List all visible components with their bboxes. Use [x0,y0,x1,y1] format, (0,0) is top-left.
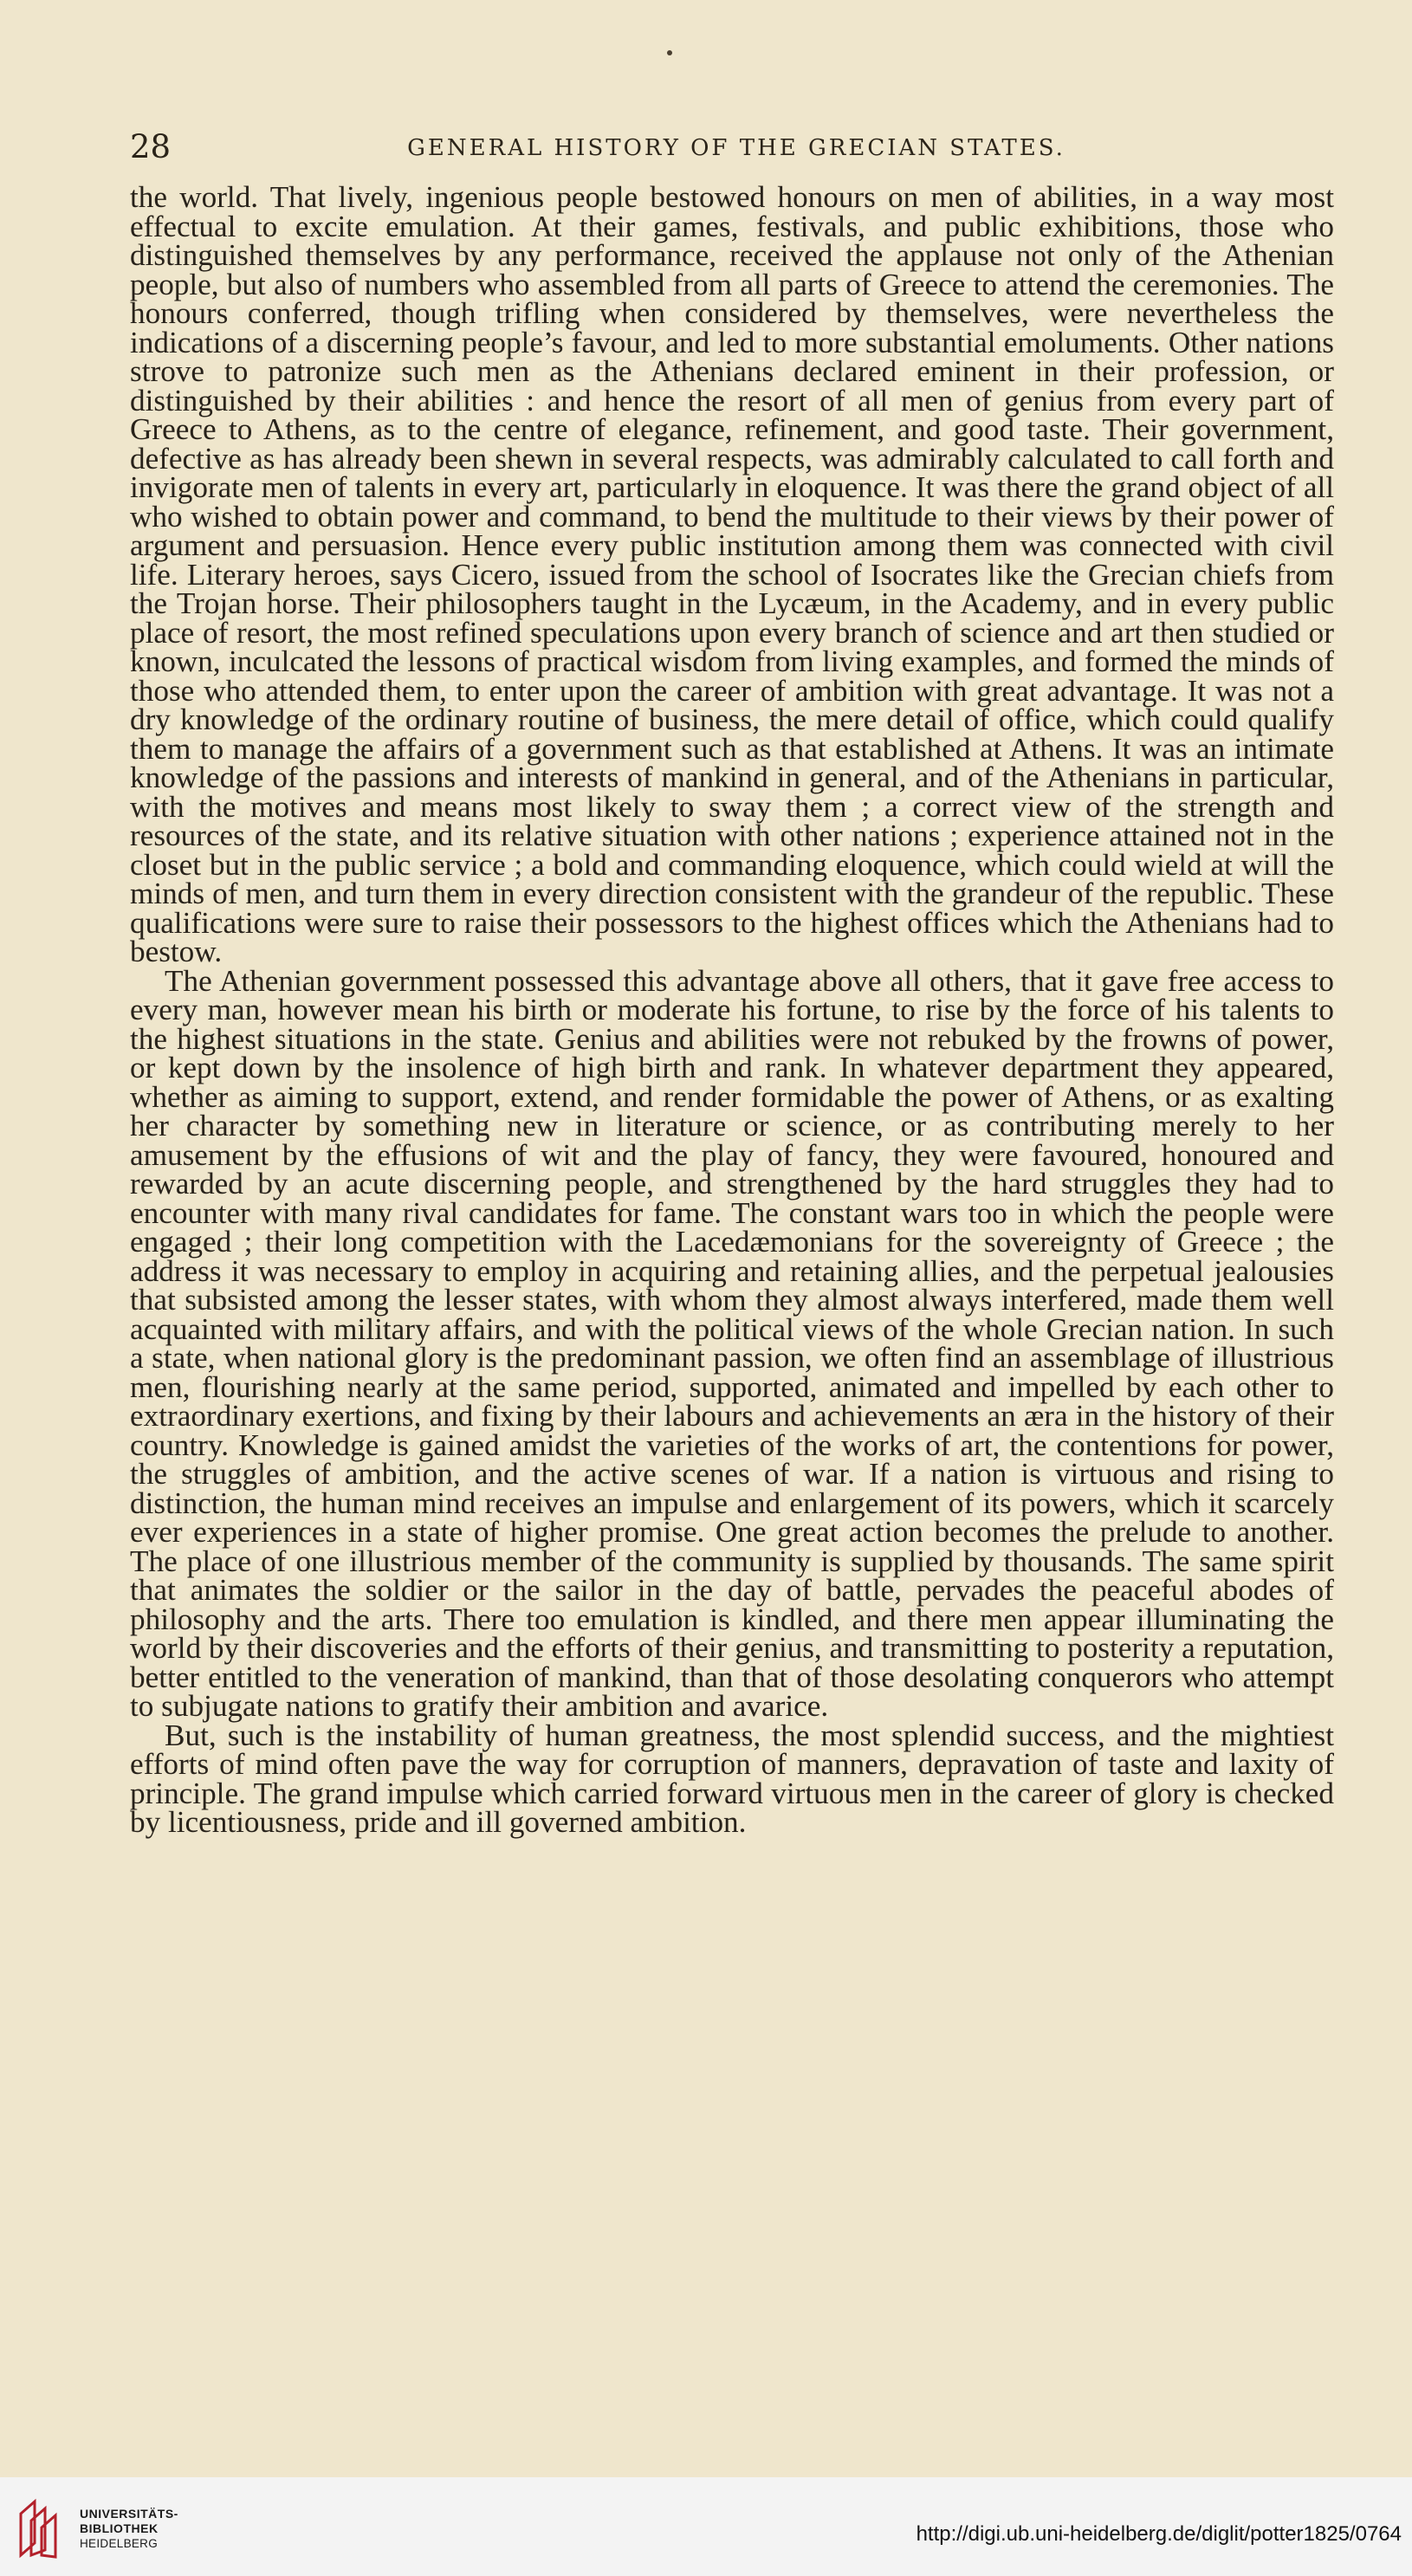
page-header [130,128,1343,166]
paragraph-3: But, such is the instability of human greatness, the most splendid success, and the mightiest efforts of mind often pave the way for corruption of manners, depravation of taste and laxity of principle. The grand impulse which carried forward virtuous men in the career of glory is checked by licentiousness, pride and ill governed ambition. [130,1718,1334,1839]
library-name-line-1: UNIVERSITÄTS- [80,2507,178,2521]
paragraph-1: the world. That lively, ingenious people bestowed honours on men of abilities, in a way most effectual to excite emulation. At their games, festivals, and public exhibitions, those who distinguished themselves by any performance, received the applause not only of the Athenian people, but also of numbers who assembled from all parts of Greece to attend the ceremonies. The honours conferred, though trifling when considered by themselves, were nevertheless the indications of a discerning people’s favour, and led to more substantial emoluments. Other nations strove to patronize such men as the Athenians declared eminent in their profession, or distinguished by their abilities : and hence the resort of all men of genius from every part of Greece to Athens, as to the centre of elegance, refinement, and good taste. Their government, defective as has already been shewn in several respects, was admirably calculated to call forth and invigorate men of talents in every art, particularly in eloquence. It was there the grand object of all who wished to obtain power and command, to bend the multitude to their views by their power of argument and persuasion. Hence every public institution among them was connected with civil life. Literary heroes, says Cicero, issued from the school of Isocrates like the Grecian chiefs from the Trojan horse. Their philosophers taught in the Lycæum, in the Academy, and in every public place of resort, the most refined speculations upon every branch of science and art then studied or known, inculcated the lessons of practical wisdom from living examples, and formed the minds of those who attended them, to enter upon the career of ambition with great advantage. It was not a dry knowledge of the ordinary routine of business, the mere detail of office, which could qualify them to manage the affairs of a government such as that established at Athens. It was an intimate knowledge of the passions and interests of mankind in general, and of the Athenians in particular, with the motives and means most likely to sway them ; a correct view of the strength and resources of the state, and its relative situation with other nations ; experience attained not in the closet but in the public service ; a bold and commanding eloquence, which could wield at will the minds of men, and turn them in every direction consistent with the grandeur of the republic. These qualifications were sure to raise their possessors to the highest offices which the Athenians had to bestow. [130,180,1334,968]
page-number: 28 [130,128,172,165]
body-text [130,180,1334,1839]
library-name-line-2: BIBLIOTHEK [80,2521,159,2535]
library-name-line-3: HEIDELBERG [80,2537,159,2550]
heidelberg-library-logo-icon [16,2495,66,2560]
paragraph-2: The Athenian government possessed this advantage above all others, that it gave free access to every man, however mean his birth or moderate his fortune, to rise by the force of his talents to the highest situations in the state. Genius and abilities were not rebuked by the frowns of power, or kept down by the insolence of high birth and rank. In whatever department they appeared, whether as aiming to support, extend, and render formidable the power of Athens, or as exalting her character by something new in literature or science, or as contributing merely to her amusement by the effusions of wit and the play of fancy, they were favoured, honoured and rewarded by an acute discerning people, and strengthened by the hard struggles they had to encounter with many rival candidates for fame. The constant wars too in which the people were engaged ; their long competition with the Lacedæmonians for the sovereignty of Greece ; the address it was necessary to employ in acquiring and retaining allies, and the perpetual jealousies that subsisted among the lesser states, with whom they almost always interfered, made them well acquainted with military affairs, and with the political views of the whole Grecian nation. In such a state, when national glory is the predominant passion, we often find an assemblage of illustrious men, flourishing nearly at the same period, supported, animated and impelled by each other to extraordinary exertions, and fixing by their labours and achievements an æra in the history of their country. Knowledge is gained amidst the varieties of the works of art, the contentions for power, the struggles of ambition, and the active scenes of war. If a nation is virtuous and rising to distinction, the human mind receives an impulse and enlargement of its powers, which it scarcely ever experiences in a state of higher promise. One great action becomes the prelude to another. The place of one illustrious member of the community is supplied by thousands. The same spirit that animates the soldier or the sailor in the day of battle, pervades the peaceful abodes of philosophy and the arts. There too emulation is kindled, and there men appear illuminating the world by their discoveries and the efforts of their genius, and transmitting to posterity a reputation, better entitled to the veneration of mankind, than that of those desolating conquerors who attempt to subjugate nations to gratify their ambition and avarice. [130,963,1334,1723]
ink-dot [667,50,672,55]
library-name [80,2507,178,2551]
viewer-footer [0,2477,1412,2576]
running-head: GENERAL HISTORY OF THE GRECIAN STATES. [407,135,1065,161]
permalink-url[interactable]: http://digi.ub.uni-heidelberg.de/diglit/potter1825/0764 [916,2522,1402,2546]
